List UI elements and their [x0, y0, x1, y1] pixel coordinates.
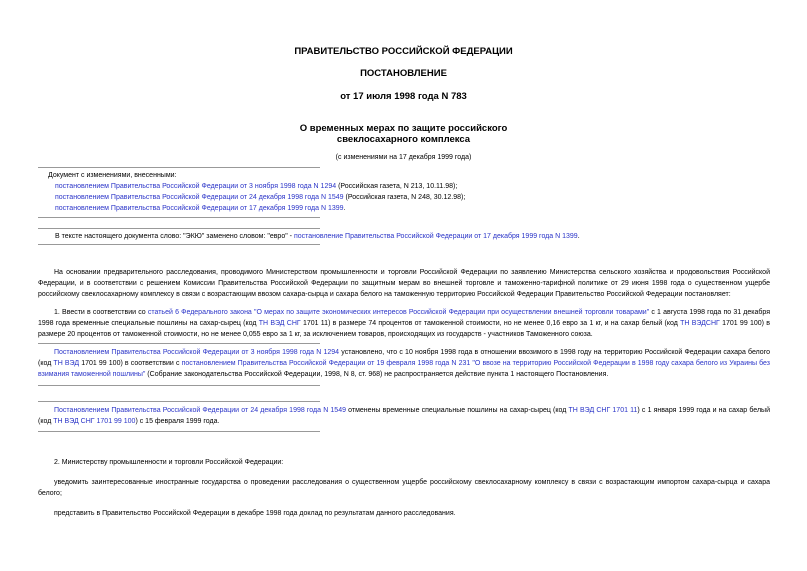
amendment-note-text: отменены временные специальные пошлины на сахар-сырец (код [345, 407, 569, 414]
amendment-note-text: (Собрание законодательства Российской Федерации, 1998, N 8, ст. 968) не распространяется действие пункта 1 настоящего Постановления. [145, 371, 609, 378]
amendment-item [55, 181, 457, 192]
resolution-1294-link[interactable]: Постановлением Правительства Российской Федерации от 3 ноября 1998 года N 1294 [54, 349, 340, 356]
amendment-note-text: 1701 99 100) в соответствии с [79, 360, 182, 367]
resolution-1549-link[interactable]: Постановлением Правительства Российской Федерации от 24 декабря 1998 года N 1549 [54, 407, 346, 414]
government-title: ПРАВИТЕЛЬСТВО РОССИЙСКОЙ ФЕДЕРАЦИИ [294, 46, 513, 57]
tn-ved-link[interactable]: ТН ВЭД СНГ [258, 320, 301, 327]
document-date-number: от 17 июля 1998 года N 783 [340, 91, 467, 102]
amendment-note-text: ) с 15 февраля 1999 года. [135, 418, 220, 425]
document-subject [0, 123, 807, 145]
item-1-text: 1701 99 100) в размере 20 процентов от таможенной стоимости, но не менее 0,055 евро за 1 кг, за исключением товаров, происходящих из государств - участников Таможенного союза. [38, 320, 770, 338]
divider [38, 401, 320, 402]
subject-line-2: свеклосахарного комплекса [336, 134, 471, 145]
tn-ved-link[interactable]: ТН ВЭДСНГ [680, 320, 720, 327]
divider [38, 167, 320, 168]
amendment-source: (Российская газета, N 248, 30.12.98); [343, 194, 466, 201]
replacement-text: В тексте настоящего документа слово: "ЭКЮ" заменено словом: "евро" - [55, 233, 294, 240]
amendment-link[interactable]: постановлением Правительства Российской Федерации от 17 декабря 1999 года N 1399 [55, 205, 344, 212]
subject-line-1: О временных мерах по защите российского [299, 123, 508, 134]
amendment-source: (Российская газета, N 213, 10.11.98); [336, 183, 458, 190]
tn-ved-link[interactable]: ТН ВЭД [53, 360, 80, 367]
tn-ved-link[interactable]: ТН ВЭД СНГ 1701 99 100 [53, 418, 136, 425]
item-1-text: 1. Ввести в соответствии со [54, 309, 148, 316]
law-article-link[interactable]: статьей 6 Федерального закона "О мерах по защите экономических интересов Российской Федерации при осуществлении внешней торговли товарами" [147, 309, 650, 316]
replacement-link[interactable]: постановление Правительства Российской Федерации от 17 декабря 1999 года N 1399 [293, 233, 578, 240]
replacement-note [55, 231, 580, 242]
item-2-heading: 2. Министерству промышленности и торговли Российской Федерации: [54, 459, 284, 466]
item-1-text: с 1 августа 1998 года по 31 декабря 1998 года временные специальные пошлины на сахар-сырец (код [38, 309, 770, 327]
divider [38, 431, 320, 432]
item-2-point-notify: уведомить заинтересованные иностранные государства о проведении расследования о существенном ущербе российскому свеклосахарному комплексу в связи с возрастающим импортом сахара-сырца и сахара белого; [38, 479, 770, 497]
document-type: ПОСТАНОВЛЕНИЕ [360, 68, 447, 79]
item-1-paragraph [38, 307, 770, 340]
amendment-item [55, 192, 465, 203]
amendment-source: . [343, 205, 346, 212]
item-2-point-report: представить в Правительство Российской Федерации в декабре 1998 года доклад по результатам данного расследования. [54, 510, 456, 517]
amendment-date-note: (с изменениями на 17 декабря 1999 года) [335, 154, 472, 161]
divider [38, 217, 320, 218]
amendment-link[interactable]: постановлением Правительства Российской Федерации от 24 декабря 1998 года N 1549 [55, 194, 344, 201]
divider [38, 244, 320, 245]
tn-ved-link[interactable]: ТН ВЭД СНГ 1701 11 [568, 407, 638, 414]
divider [38, 228, 320, 229]
item-1-text: 1701 11) в размере 74 процентов от таможенной стоимости, но не менее 0,16 евро за 1 кг, и на сахар белый (код [300, 320, 681, 327]
amendments-intro: Документ с изменениями, внесенными: [48, 172, 177, 179]
divider [38, 343, 320, 344]
amendment-note-text: ) с 1 января 1999 года и на сахар белый (код [38, 407, 770, 425]
amendment-item [55, 203, 346, 214]
amendment-note-text: установлено, что с 10 ноября 1998 года в отношении ввозимого в 1998 году на территорию Российской Федерации сахара белого (код [38, 349, 770, 367]
amendment-link[interactable]: постановлением Правительства Российской Федерации от 3 ноября 1998 года N 1294 [55, 183, 337, 190]
resolution-231-link[interactable]: постановлением Правительства Российской Федерации от 19 февраля 1998 года N 231 "О ввозе на территорию Российской Федерации в 1998 году сахара белого из Украины без взимания таможенной пошлины" [38, 360, 770, 378]
divider [38, 385, 320, 386]
replacement-tail: . [577, 233, 580, 240]
amendment-note-1549 [38, 405, 770, 427]
preamble-paragraph: На основании предварительного расследования, проводимого Министерством промышленности и торговли Российской Федерации по заявлению Министерства сельского хозяйства и продовольствия Российской Федерации, и в соответствии с решением Комиссии Правительства Российской Федерации по защитным мерам во внешней торговле и таможенно-тарифной политике от 29 июня 1998 года о существенном ущербе российскому свеклосахарному комплексу в связи с возрастающим ввозом сахара-сырца и сахара белого на таможенную территорию Российской Федерации Правительство Российской Федерации постановляет: [38, 269, 770, 298]
amendment-note-1294 [38, 347, 770, 380]
